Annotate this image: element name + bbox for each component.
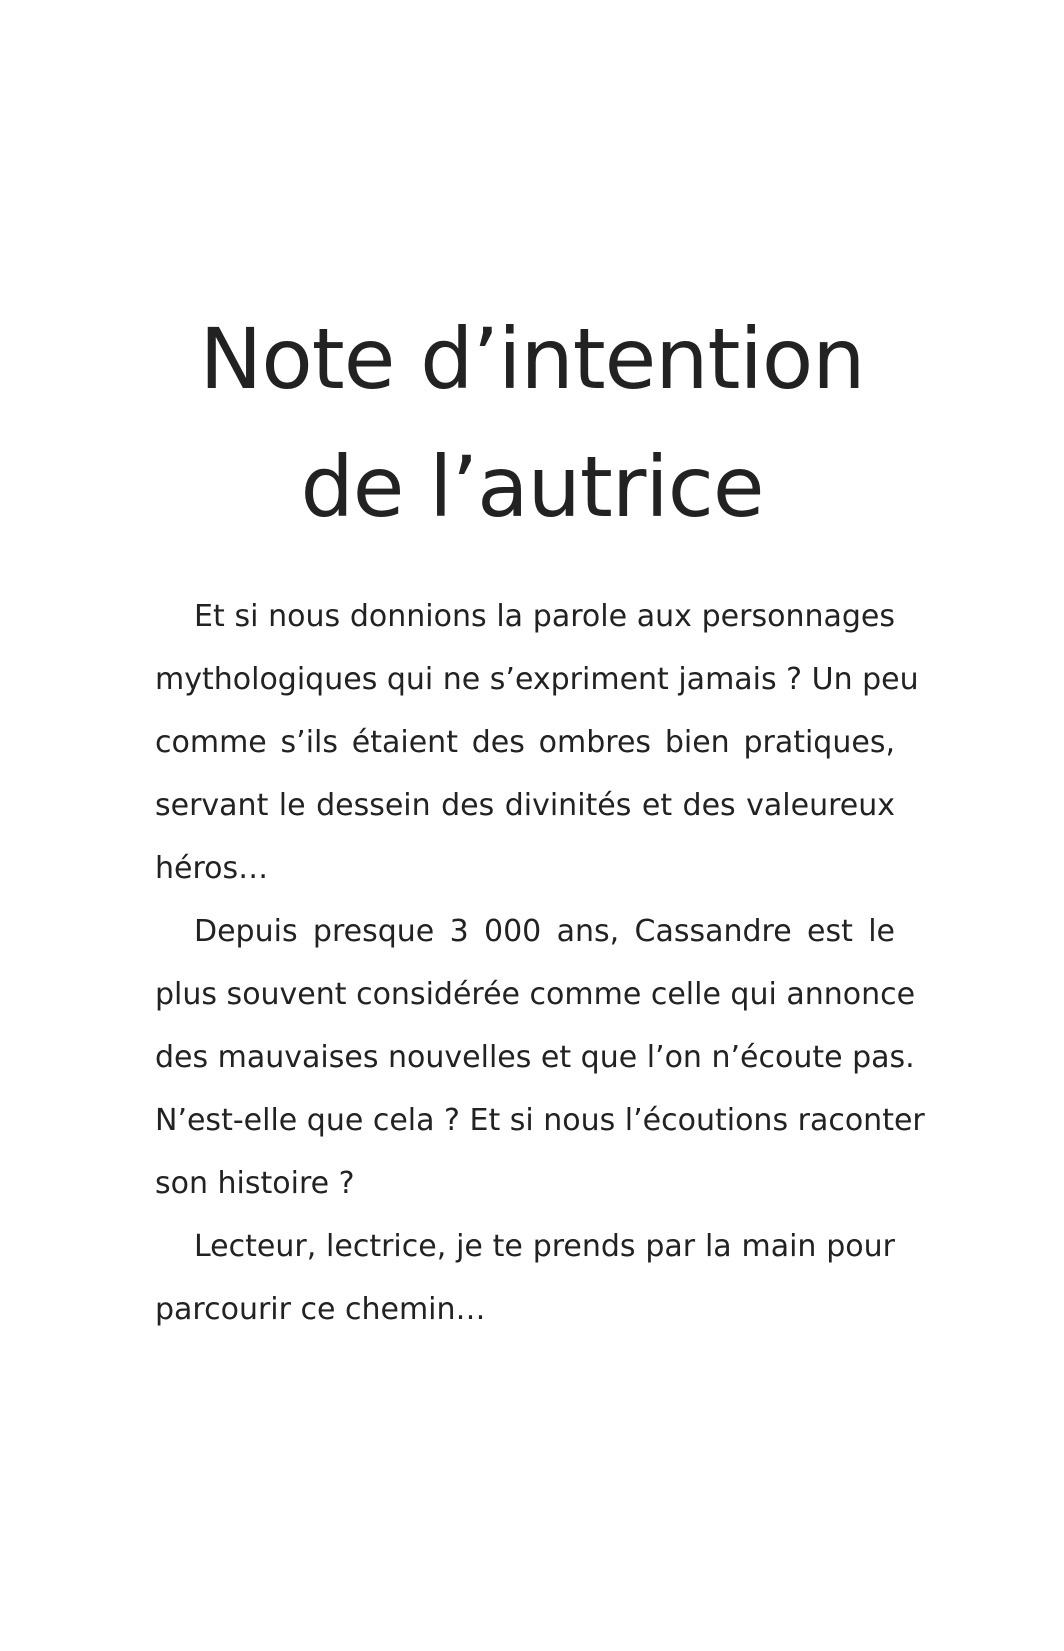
title-line-2: de l’autrice <box>300 438 764 536</box>
text-line: servant le dessein des divinités et des valeureux <box>155 788 895 823</box>
text-line: comme s’ils étaient des ombres bien pratiques, <box>155 725 895 760</box>
body-text <box>155 585 925 1341</box>
text-line: N’est-elle que cela ? Et si nous l’écoutions raconter <box>155 1103 925 1138</box>
title-line-1: Note d’intention <box>199 310 865 408</box>
text-line: Lecteur, lectrice, je te prends par la main pour <box>194 1229 895 1264</box>
text-line: Depuis presque 3 000 ans, Cassandre est le <box>194 914 895 949</box>
text-line: mythologiques qui ne s’expriment jamais ? Un peu <box>155 662 919 697</box>
text-line: héros… <box>155 851 269 886</box>
text-line: Et si nous donnions la parole aux personnages <box>194 599 895 634</box>
paragraph-2 <box>155 900 925 1215</box>
text-line: son histoire ? <box>155 1166 355 1201</box>
paragraph-3 <box>155 1215 895 1341</box>
text-line: plus souvent considérée comme celle qui annonce <box>155 977 916 1012</box>
text-line: des mauvaises nouvelles et que l’on n’écoute pas. <box>155 1040 915 1075</box>
paragraph-1 <box>155 585 919 900</box>
text-line: parcourir ce chemin… <box>155 1292 486 1327</box>
page-title <box>0 295 1064 551</box>
